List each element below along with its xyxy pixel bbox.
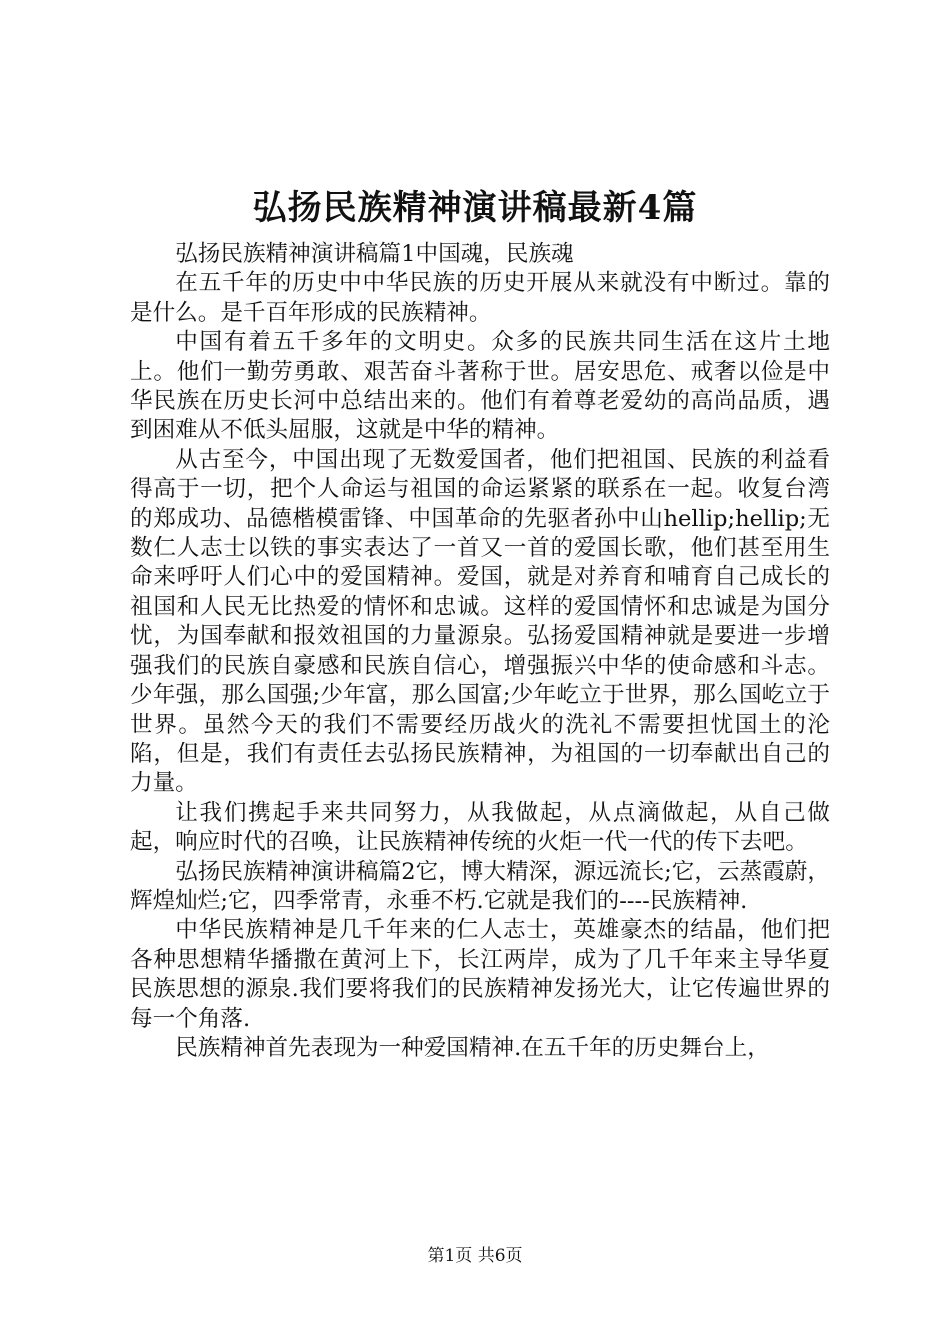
paragraph: 弘扬民族精神演讲稿篇1中国魂，民族魂 — [175, 241, 574, 267]
paragraph: 在五千年的历史中中华民族的历史开展从来就没有中断过。靠的是什么。是千百年形成的民族精神。 — [130, 270, 830, 326]
document-title: 弘扬民族精神演讲稿最新4篇 — [252, 188, 698, 228]
page-number-footer: 第1页 共6页 — [427, 1246, 523, 1266]
paragraph: 从古至今，中国出现了无数爱国者，他们把祖国、民族的利益看得高于一切，把个人命运与祖国的命运紧紧的联系在一起。收复台湾的郑成功、品德楷模雷锋、中国革命的先驱者孙中山hellip;hellip;无数仁人志士以铁的事实表达了一首又一首的爱国长歌，他们甚至用生命来呼吁人们心中的爱国精神。爱国，就是对养育和哺育自己成长的祖国和人民无比热爱的情怀和忠诚。这样的爱国情怀和忠诚是为国分忧，为国奉献和报效祖国的力量源泉。弘扬爱国精神就是要进一步增强我们的民族自豪感和民族自信心，增强振兴中华的使命感和斗志。少年强，那么国强;少年富，那么国富;少年屹立于世界，那么国屹立于世界。虽然今天的我们不需要经历战火的洗礼不需要担忧国土的沦陷，但是，我们有责任去弘扬民族精神，为祖国的一切奉献出自己的力量。 — [130, 446, 830, 797]
document-body — [130, 240, 830, 1063]
paragraph: 中国有着五千多年的文明史。众多的民族共同生活在这片土地上。他们一勤劳勇敢、艰苦奋斗著称于世。居安思危、戒奢以俭是中华民族在历史长河中总结出来的。他们有着尊老爱幼的高尚品质，遇到困难从不低头屈服，这就是中华的精神。 — [130, 329, 830, 444]
paragraph: 民族精神首先表现为一种爱国精神.在五千年的历史舞台上， — [175, 1034, 770, 1061]
paragraph: 中华民族精神是几千年来的仁人志士，英雄豪杰的结晶，他们把各种思想精华播撒在黄河上下，长江两岸，成为了几千年来主导华夏民族思想的源泉.我们要将我们的民族精神发扬光大，让它传遍世界的每一个角落. — [130, 917, 830, 1032]
paragraph: 让我们携起手来共同努力，从我做起，从点滴做起，从自己做起，响应时代的召唤，让民族精神传统的火炬一代一代的传下去吧。 — [130, 799, 830, 856]
paragraph: 弘扬民族精神演讲稿篇2它，博大精深，源远流长;它，云蒸霞蔚，辉煌灿烂;它，四季常青，永垂不朽.它就是我们的----民族精神. — [130, 858, 830, 914]
